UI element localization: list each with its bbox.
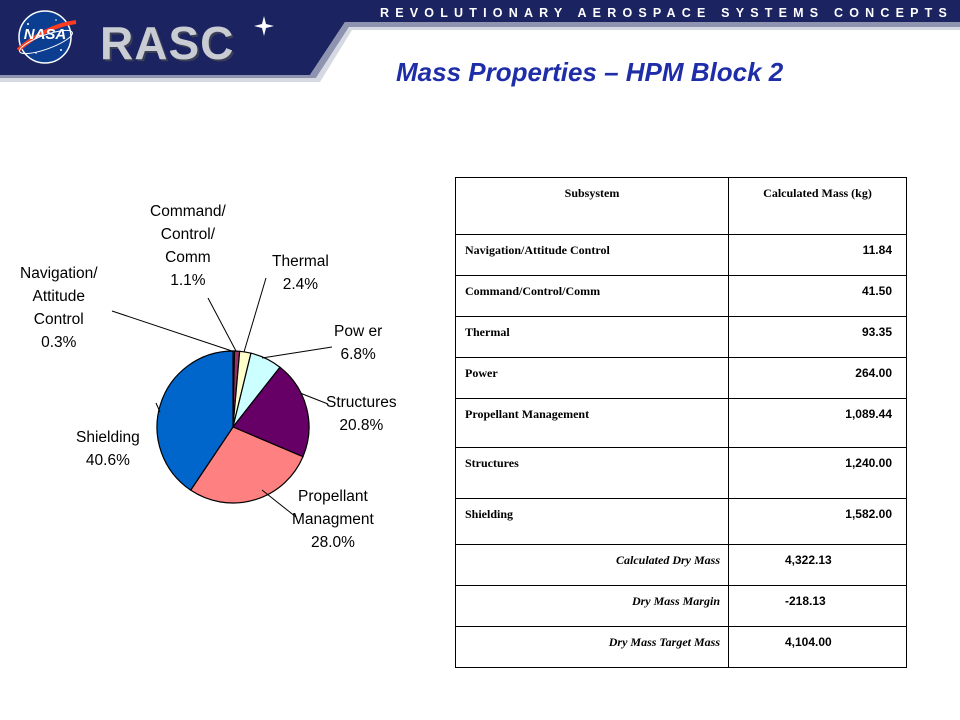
leader-line-power — [262, 347, 332, 358]
row-name: Propellant Management — [456, 399, 729, 448]
label-thermal: Thermal 2.4% — [272, 253, 329, 293]
summary-row — [456, 627, 907, 668]
row-name: Shielding — [456, 499, 729, 545]
rasc-logo: RASC — [100, 17, 235, 69]
row-mass: 1,089.44 — [729, 399, 907, 448]
table-row — [456, 317, 907, 358]
label-shielding: Shielding 40.6% — [76, 429, 140, 469]
header-calculated-mass: Calculated Mass (kg) — [729, 178, 907, 235]
label-navigation-attitude-control: Navigation/ Attitude Control 0.3% — [20, 265, 98, 351]
star-icon — [254, 16, 274, 36]
table-row — [456, 399, 907, 448]
label-command-control-comm: Command/ Control/ Comm 1.1% — [150, 203, 226, 289]
row-mass: 11.84 — [729, 235, 907, 276]
label-propellant: Propellant Managment 28.0% — [292, 488, 374, 551]
summary-value: 4,104.00 — [729, 627, 907, 668]
table-row — [456, 276, 907, 317]
page-title: Mass Properties – HPM Block 2 — [396, 57, 784, 87]
leader-line-comm — [208, 298, 236, 351]
summary-value: -218.13 — [729, 586, 907, 627]
pie-chart — [0, 150, 440, 570]
leader-line-propellant — [262, 490, 296, 517]
row-mass: 93.35 — [729, 317, 907, 358]
tagline: REVOLUTIONARY AEROSPACE SYSTEMS CONCEPTS — [380, 6, 954, 20]
mass-table — [455, 177, 907, 668]
row-name: Structures — [456, 448, 729, 499]
summary-row — [456, 586, 907, 627]
row-mass: 1,240.00 — [729, 448, 907, 499]
leader-line-nav — [112, 311, 232, 351]
summary-label: Dry Mass Target Mass — [456, 627, 729, 668]
summary-label: Dry Mass Margin — [456, 586, 729, 627]
label-power: Pow er 6.8% — [334, 323, 383, 363]
row-name: Command/Control/Comm — [456, 276, 729, 317]
row-name: Power — [456, 358, 729, 399]
row-name: Thermal — [456, 317, 729, 358]
table-row — [456, 358, 907, 399]
label-structures: Structures 20.8% — [326, 394, 397, 434]
row-mass: 1,582.00 — [729, 499, 907, 545]
summary-value: 4,322.13 — [729, 545, 907, 586]
header-subsystem: Subsystem — [456, 178, 729, 235]
table-row — [456, 499, 907, 545]
nasa-logo-text: NASA — [23, 26, 67, 43]
row-mass: 41.50 — [729, 276, 907, 317]
table-header-row — [456, 178, 907, 235]
summary-row — [456, 545, 907, 586]
summary-label: Calculated Dry Mass — [456, 545, 729, 586]
table-row — [456, 448, 907, 499]
row-name: Navigation/Attitude Control — [456, 235, 729, 276]
table-row — [456, 235, 907, 276]
leader-line-thermal — [244, 278, 266, 352]
row-mass: 264.00 — [729, 358, 907, 399]
